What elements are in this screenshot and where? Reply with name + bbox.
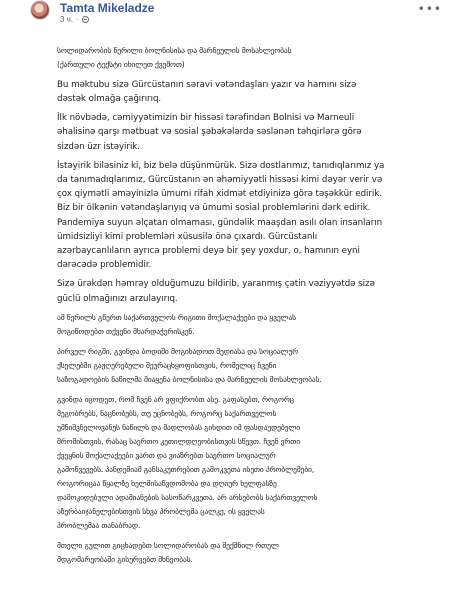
post-text-line: azərbaycanlıların ayrıca problemi deyə bir şey yoxdur, o, hamının eyni	[57, 245, 360, 256]
post-text-line: მთელი გულით გიცხადებთ სოლიდარობას და შექმნილ რთულ	[57, 541, 279, 550]
post-text-line: პრობლემაა თანაბრად.	[57, 521, 141, 531]
post-paragraph	[57, 277, 433, 305]
post-paragraph	[57, 345, 433, 387]
post-text-line: როგორიცაა წყალზე ხელმისაწვდომობა და დღიურ ხელფასზე	[57, 479, 277, 489]
post-text-line: Biz bir ölkənin vətəndaşlarıyıq və ümumi sosial problemlərini dərk edirik.	[57, 203, 371, 214]
globe-icon	[82, 16, 89, 23]
post-text-line: საზოგადოების ნაწილმა მიაყენა ბოლნისისა და მარნეულის მოსახლეობას.	[57, 374, 322, 384]
post-text-line: მოგიწოდებთ თქვენი მხარდაჭერისკენ.	[57, 327, 195, 337]
post-text-line: dərəcədə problemidir.	[57, 259, 152, 270]
more-options-icon[interactable]: •••	[417, 2, 442, 16]
post-text-line: Pandemiya suyun əlçatan olmaması, gündəlik maaşdan asılı olan insanların	[57, 217, 383, 228]
post-text-line: dəstək olmağa çağırırıq.	[57, 93, 162, 104]
post-text-line: Bu məktubu sizə Gürcüstanın səravi vətəndaşları yazır və hamını sizə	[57, 79, 357, 90]
post-text-line: გვინდა იცოდეთ, რომ ჩვენ არ ვფიქრობთ ასე. გაფასებთ, როგორც	[57, 394, 294, 404]
post-paragraph	[57, 44, 433, 72]
post-paragraph	[57, 539, 433, 567]
post-paragraph	[57, 78, 433, 106]
post-text-line: da tanımadıqlarımız, Gürcüstanın ən əhəmiyyətli hissəsi kimi dəyər verir və	[57, 175, 383, 186]
post-text-line: əhalisinə qarşı mətbuat və sosial şəbəkələrdə səslənən təhqirlərə görə	[57, 127, 362, 138]
post-text-line: güclü olmağınızı arzulayırıq.	[57, 293, 178, 304]
post-text-line: sizdən üzr istəyirik.	[57, 141, 141, 152]
post-text-line: ამ წერილს გწერთ საქართველოს რიგითი მოქალაქეები და ყველას	[57, 313, 296, 323]
post-body	[57, 44, 433, 573]
post-text-line: მეგობრებს, ნაცნობებს, თუ უცნობებს, როგორც საქართველოს	[57, 408, 277, 418]
post-text-line: სოლიდარობის წერილი ბოლნისისა და მარნეულის მოსახლეობას	[57, 46, 292, 55]
post-paragraph	[57, 311, 433, 339]
post-header	[30, 0, 450, 22]
post-text-line: ქვეყნის მოქალაქეები ვართ და ვიაზრებთ საერთო სოციალურ	[57, 450, 276, 460]
post-meta: 3 ч. ·	[60, 15, 89, 24]
post-text-line: აზერბაიჯანელებისთვის სხვა პრობლემა ცალკე, ის ყველას	[57, 507, 265, 517]
post-text-line: დამოკიდებული ადამიანების სასოწარკვეთა. არ არსებობს საქართველოს	[57, 493, 318, 503]
post-paragraph	[57, 159, 433, 272]
post-timestamp[interactable]: 3 ч.	[60, 15, 74, 24]
post-text-line: უმნიშვნელოვანეს ნაწილს და მადლობას გიხდით იმ ფასდაუდებელი	[57, 422, 301, 432]
post-paragraph	[57, 111, 433, 153]
author-name[interactable]: Tamta Mikeladze	[60, 1, 155, 15]
post-text-line: (ქართული ტექსტი იხილეთ ქვემოთ)	[57, 60, 185, 70]
post-paragraph	[57, 393, 433, 534]
post-text-line: პირველ რიგში, გვინდა ბოდიში მოგიხადოთ მედიასა და სოციალურ	[57, 346, 299, 356]
post-text-line: İstəyirik biləsiniz ki, biz belə düşünmürük. Sizə dostlarımız, tanıdıqlarımız ya	[57, 161, 385, 172]
post-text-line: Sizə ürəkdən həmrəy olduğumuzu bildirib, yaranmış çətin vəziyyətdə sizə	[57, 279, 375, 290]
post-text-line: მდგომარეობაში გისურვებთ მხნეობას.	[57, 555, 193, 565]
post-text-line: გამოწვევებს. პანდემიამ განსაკუთრებით გამოკვეთა ისეთი პრობლემები,	[57, 465, 315, 475]
post-text-line: ümidsizliyi kimi problemləri xüsusilə önə çıxardı. Gürcüstanlı	[57, 231, 318, 242]
post-text-line: ქსელებში გაჟღერებული შეურაცხყოფისთვის, რომელიც ჩვენი	[57, 360, 277, 370]
post-text-line: İlk növbədə, cəmiyyətimizin bir hissəsi tərəfindən Bolnisi və Marneuli	[57, 113, 355, 124]
post-text-line: çox qiymətli əməyinizlə ümumi rifah xidmət etdiyinizə görə təşəkkür edirik.	[57, 189, 382, 200]
avatar[interactable]	[30, 0, 50, 20]
post-text-line: შრომისთვის, რასაც საერთო კეთილდღეობისთვის სწევთ. ჩვენ ერთი	[57, 436, 300, 446]
